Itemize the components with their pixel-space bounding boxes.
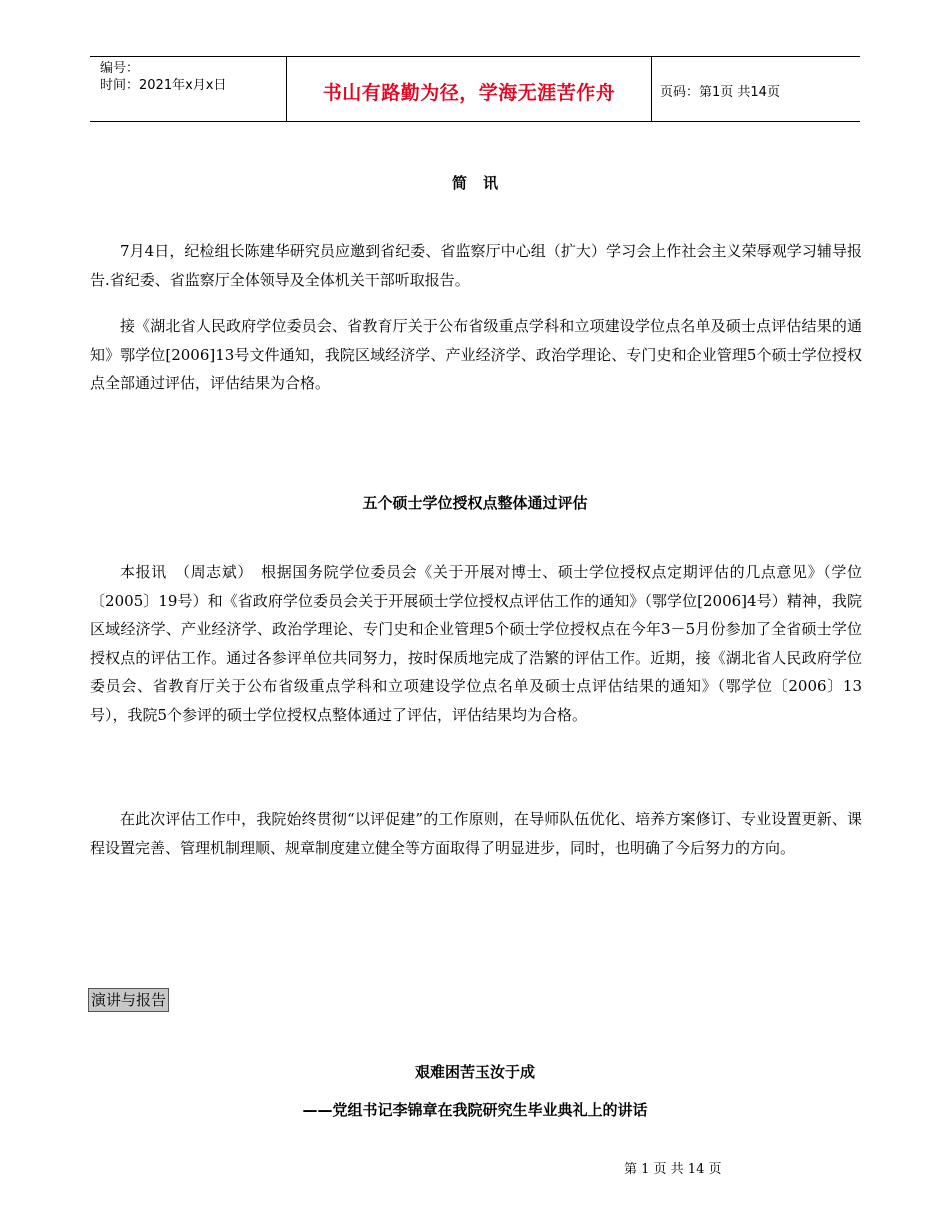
section-tag-speech: 演讲与报告 bbox=[88, 988, 169, 1012]
header-top-rule bbox=[90, 56, 860, 57]
footer-page-number: 第 1 页 共 14 页 bbox=[624, 1162, 722, 1177]
header-meta bbox=[100, 60, 226, 94]
header-divider-right bbox=[651, 56, 652, 122]
section3-subtitle: ——党组书记李锦章在我院研究生毕业典礼上的讲话 bbox=[302, 1101, 648, 1119]
header-bottom-rule bbox=[90, 121, 860, 122]
header-page-info: 页码：第1页 共14页 bbox=[660, 85, 780, 100]
header-motto: 书山有路勤为径，学海无涯苦作舟 bbox=[322, 82, 616, 104]
section2-paragraph-1: 本报讯 （周志斌） 根据国务院学位委员会《关于开展对博士、硕士学位授权点定期评估的几点意见》（学位〔2005〕19号）和《省政府学位委员会关于开展硕士学位授权点评估工作的通知》（鄂学位[2006]4号）精神，我院区域经济学、产业经济学、政治学理论、专门史和企业管理5个硕士学位授权点在今年3－5月份参加了全省硕士学位授权点的评估工作。通过各参评单位共同努力，按时保质地完成了浩繁的评估工作。近期，接《湖北省人民政府学位委员会、省教育厅关于公布省级重点学科和立项建设学位点名单及硕士点评估结果的通知》（鄂学位〔2006〕13号），我院5个参评的硕士学位授权点整体通过了评估，评估结果均为合格。 bbox=[90, 563, 862, 724]
header-time-label: 时间：2021年x月x日 bbox=[100, 78, 227, 93]
section1-paragraph-2: 接《湖北省人民政府学位委员会、省教育厅关于公布省级重点学科和立项建设学位点名单及硕士点评估结果的通知》鄂学位[2006]13号文件通知，我院区域经济学、产业经济学、政治学理论、专门史和企业管理5个硕士学位授权点全部通过评估，评估结果为合格。 bbox=[90, 317, 862, 392]
section1-title: 简讯 bbox=[451, 174, 514, 192]
section1-paragraph-1: 7月4日，纪检组长陈建华研究员应邀到省纪委、省监察厅中心组（扩大）学习会上作社会主义荣辱观学习辅导报告.省纪委、省监察厅全体领导及全体机关干部听取报告。 bbox=[90, 242, 862, 289]
section2-title: 五个硕士学位授权点整体通过评估 bbox=[362, 494, 588, 512]
header-number-label: 编号： bbox=[100, 61, 140, 76]
section3-title: 艰难困苦玉汝于成 bbox=[414, 1063, 535, 1081]
section2-paragraph-2: 在此次评估工作中，我院始终贯彻“以评促建”的工作原则，在导师队伍优化、培养方案修订、专业设置更新、课程设置完善、管理机制理顺、规章制度建立健全等方面取得了明显进步，同时，也明确了今后努力的方向。 bbox=[90, 810, 862, 857]
